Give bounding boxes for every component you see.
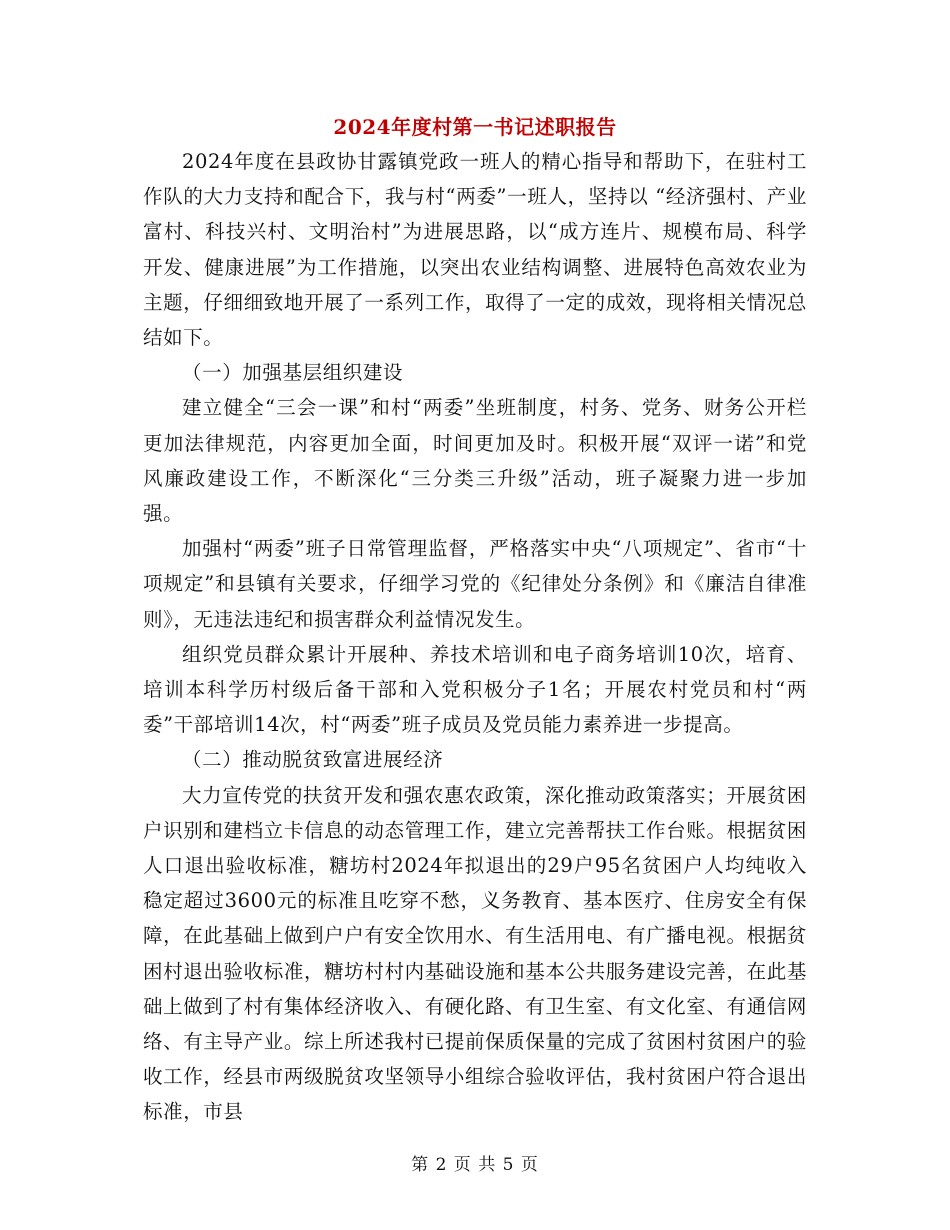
page-number-footer: 第 2 页 共 5 页 <box>411 1155 539 1175</box>
document-title: 2024年度村第一书记述职报告 <box>333 115 617 139</box>
paragraph-4: 大力宣传党的扶贫开发和强农惠农政策，深化推动政策落实；开展贫困户识别和建档立卡信息的动态管理工作，建立完善帮扶工作台账。根据贫困人口退出验收标准，糖坊村2024年拟退出的29户95名贫困户人均纯收入稳定超过3600元的标准且吃穿不愁，义务教育、基本医疗、住房安全有保障，在此基础上做到户户有安全饮用水、有生活用电、有广播电视。根据贫困村退出验收标准，糖坊村村内基础设施和基本公共服务建设完善，在此基础上做到了村有集体经济收入、有硬化路、有卫生室、有文化室、有通信网络、有主导产业。综上所述我村已提前保质保量的完成了贫困村贫困户的验收工作，经县市两级脱贫攻坚领导小组综合验收评估，我村贫困户符合退出标准，市县 <box>143 783 807 1124</box>
document-page <box>143 112 807 1130</box>
paragraph-2: 加强村“两委”班子日常管理监督，严格落实中央“八项规定”、省市“十项规定”和县镇有关要求，仔细学习党的《纪律处分条例》和《廉洁自律准则》，无违法违纪和损害群众利益情况发生。 <box>143 537 807 631</box>
document-body <box>143 144 807 1130</box>
paragraph-1: 建立健全“三会一课”和村“两委”坐班制度，村务、党务、财务公开栏更加法律规范，内容更加全面，时间更加及时。积极开展“双评一诺”和党风廉政建设工作，不断深化“三分类三升级”活动，班子凝聚力进一步加强。 <box>143 396 807 526</box>
paragraph-intro: 2024年度在县政协甘露镇党政一班人的精心指导和帮助下，在驻村工作队的大力支持和配合下，我与村“两委”一班人，坚持以 “经济强村、产业富村、科技兴村、文明治村”为进展思路，以“成方连片、规模布局、科学开发、健康进展”为工作措施，以突出农业结构调整、进展特色高效农业为主题，仔细细致地开展了一系列工作，取得了一定的成效，现将相关情况总结如下。 <box>143 150 807 350</box>
section-heading-1: （一）加强基层组织建设 <box>182 361 404 385</box>
section-heading-2: （二）推动脱贫致富进展经济 <box>182 748 444 772</box>
paragraph-3: 组织党员群众累计开展种、养技术培训和电子商务培训10次，培育、培训本科学历村级后备干部和入党积极分子1名；开展农村党员和村“两委”干部培训14次，村“两委”班子成员及党员能力素养进一步提高。 <box>143 642 807 737</box>
